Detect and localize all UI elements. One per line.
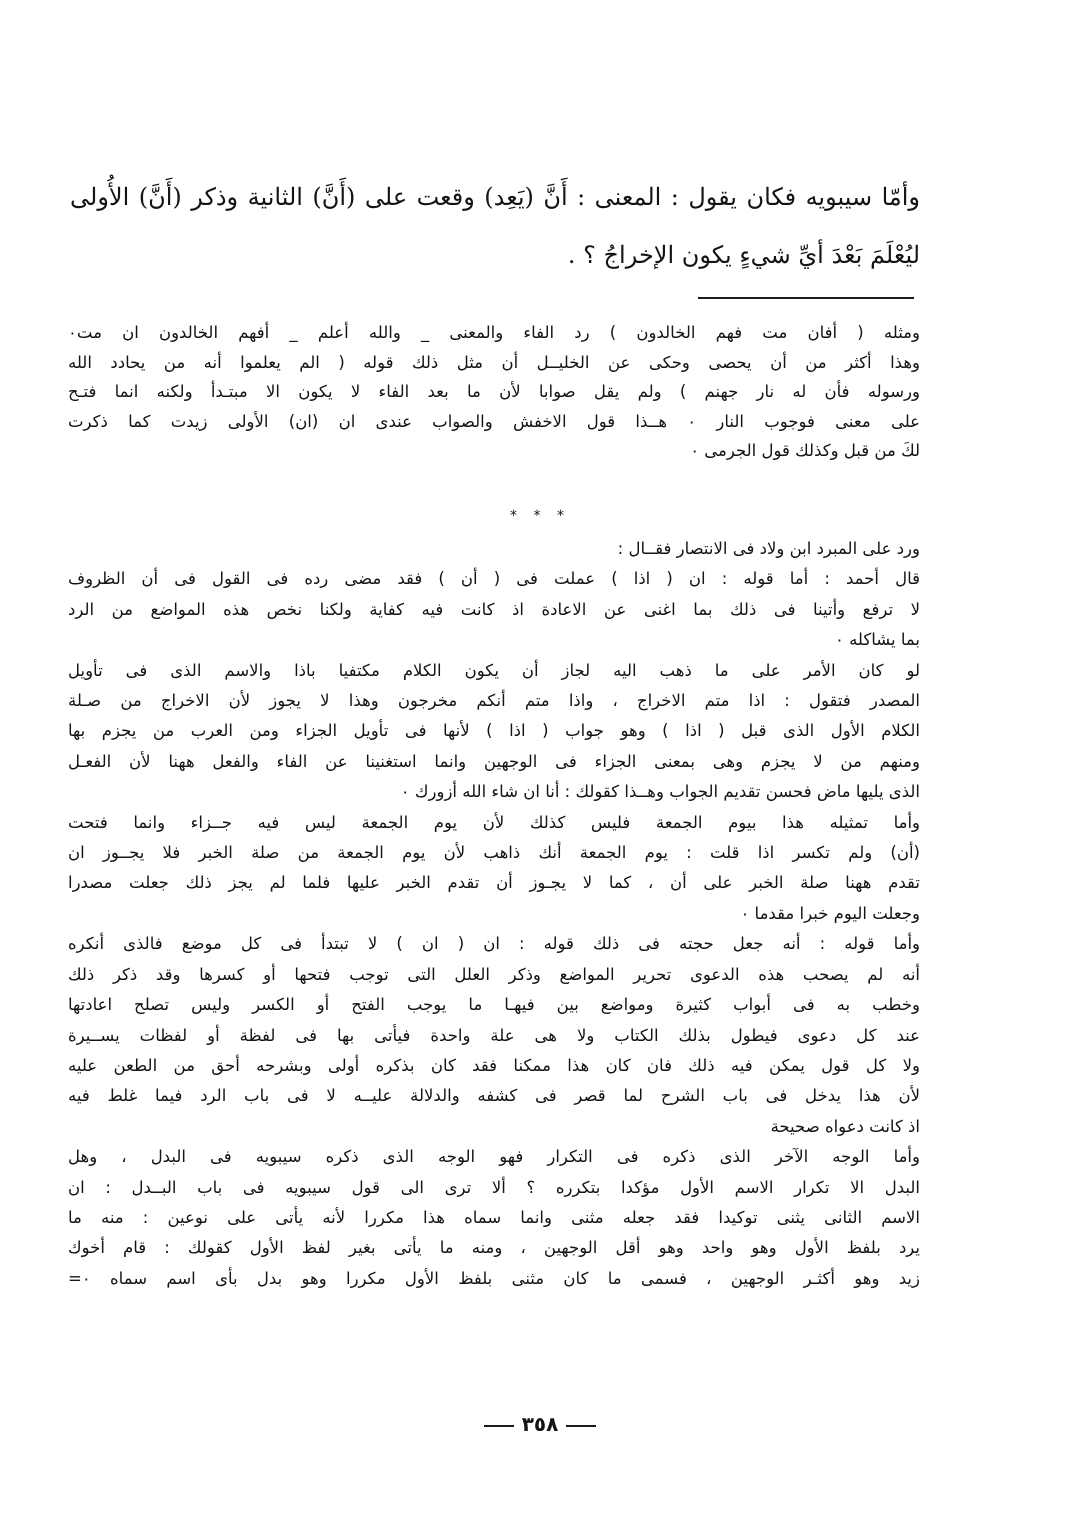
section-separator: * * * (510, 508, 570, 524)
footnote-line: لكَ من قبل وكذلك قول الجرمى ٠ (690, 441, 920, 460)
body-line: أنه لم يصحب هذه الدعوى تحرير المواضع وذكر العلل التى توجب فتحها أو كسرها وقد ذكر ذلك (68, 964, 920, 984)
footnote-line: ورسوله فأن له نار جهنم ) ولم يقل صوابا لأن ما بعد الفاء لا يكون الا مبتـدأ ولكنه انما فتـح (68, 382, 920, 401)
footnote-line: على معنى فوجوب النار ٠ هــذا قول الاخفش والصواب عندى ان (ان) الأولى زيدت كما ذكرت (68, 411, 921, 431)
body-line: وأما قوله : أنه جعل حجته فى ذلك قوله : ان ( ان ) لا تبتدأ فى كل موضع فالذى أنكره (68, 934, 920, 954)
main-paragraph (70, 168, 920, 284)
footnote-block (68, 318, 920, 466)
page-number-dash (484, 1425, 514, 1427)
body-line: ومنهم من لا يجزم وهى بمعنى الجزاء فى الوجهين وانما استغنينا عن الفاء والفعل ههنا لأن الفعـل (68, 751, 920, 771)
page-number-dash (566, 1425, 596, 1427)
body-line: زيد وهو أكثـر الوجهين ، فسمى ما كان مثنى بلفظ الأول مكررا وهو بدل بأى اسم سماه ٠= (68, 1268, 920, 1288)
body-line: وأما تمثيله هذا بيوم الجمعة فليس كذلك لأن يوم الجمعة ليس فيه جــزاء وانما فتحت (68, 812, 920, 832)
body-line: لأن هذا يدخل فى باب الشرح لما قصر فى كشفه والدلالة عليــه لا فى باب الرد فيما غلط فيه (68, 1086, 920, 1106)
body-line: (أن) ولم تكسر اذا قلت : يوم الجمعة أنك ذاهب لأن يوم الجمعة من صلة الخبر فلا يجــوز ان (68, 843, 920, 863)
body-line: عند كل دعوى فيطول بذلك الكتاب ولا هى علة واحدة فيأتى بها فى لفظة أو لفظات يســيرة (68, 1025, 920, 1045)
body-line: اذ كانت دعواه صحيحة (770, 1116, 920, 1136)
body-line: قال أحمد : أما قوله : ان ( اذا ) عملت فى ( أن ) فقد مضى رده فى القول فى أن الظروف (68, 569, 920, 589)
body-line: تقدم ههنا صلة الخبر على أن ، كما لا يجـوز أن تقدم الخبر عليها فلما لم يجز ذلك جعلت مصدرا (68, 873, 920, 893)
body-block (68, 534, 920, 1294)
body-line: وخطب به فى أبواب كثيرة ومواضع بين فيهـا ما يوجب الفتح أو الكسر وليس تصلح اعادتها (68, 995, 920, 1015)
body-line: بما يشاكله ٠ (834, 630, 920, 650)
body-line: وأما الوجه الآخر الذى ذكره فى التكرار فهو الوجه الذى ذكره سيبويه فى البدل ، وهل (68, 1147, 920, 1167)
main-line: وأمّا سيبويه فكان يقول : المعنى : أَنَّ (يَعِد) وقعت على (أَنَّ) الثانية وذكر (أَنَّ) الأُولى (70, 183, 920, 211)
body-line: المصدر فتقول : اذا متم الاخراج ، واذا متم أنكم مخرجون وهذا لا يجوز لأن الاخراج من صـلة (68, 691, 920, 711)
body-line: الاسم الثانى يثنى توكيدا فقد جعله مثنى وانما سماه هذا مكررا لأنه يأتى على نوعين : منه ما (68, 1207, 920, 1227)
body-line: الذى يليها ماض فحسن تقديم الجواب وهــذا كقولك : أنا ان شاء الله أزورك ٠ (400, 782, 920, 802)
footnote-line: ومثله ( أفان مت فهم الخالدون ) رد الفاء والمعنى _ والله أعلم _ أفهم الخالدون ان مت٠ (68, 323, 920, 342)
main-line: ليُعْلَمَ بَعْدَ أيِّ شيءٍ يكون الإخراجُ ؟ . (567, 241, 920, 269)
body-line: وجعلت اليوم خبرا مقدما ٠ (740, 903, 920, 923)
page-number-value: ٣٥٨ (521, 1412, 559, 1436)
body-line: لو كان الأمر على ما ذهب اليه لجاز أن يكون الكلام مكتفيا باذا والاسم الذى فى تأويل (68, 660, 920, 680)
body-line: البدل الا تكرار الاسم الأول مؤكدا بتكرره ؟ ألا ترى الى قول سيبويه فى باب البــدل : ان (68, 1177, 920, 1197)
footnote-line: وهذا أكثر من أن يحصى وحكى عن الخليــل أن مثل ذلك قوله ( الم يعلموا أنه من يحادد الله (68, 352, 920, 372)
body-line: لا ترفع وأتينا فى ذلك بما اغنى عن الاعادة اذ كانت فيه كفاية ولكنا نخص هذه المواضع من الرد (68, 599, 920, 619)
footnote-rule (698, 297, 914, 299)
body-line: يرد بلفظ الأول وهو واحد وهو أقل الوجهين ، ومنه ما يأتى بغير لفظ الأول كقولك : قام أخوك (68, 1238, 920, 1258)
body-line: ورد على المبرد ابن ولاد فى الانتصار فقــال : (617, 539, 920, 558)
body-line: الكلام الأول الذى قبل ( اذا ) وهو جواب ( اذا ) لأنها فى تأويل الجزاء ومن العرب من يجزم بها (68, 721, 920, 741)
body-line: ولا كل قول يمكن فيه ذلك فان كان هذا ممكنا فقد كان بذكره أولى وبشرحه أحق من الطعن عليه (68, 1055, 920, 1075)
page-number (0, 1412, 1080, 1436)
